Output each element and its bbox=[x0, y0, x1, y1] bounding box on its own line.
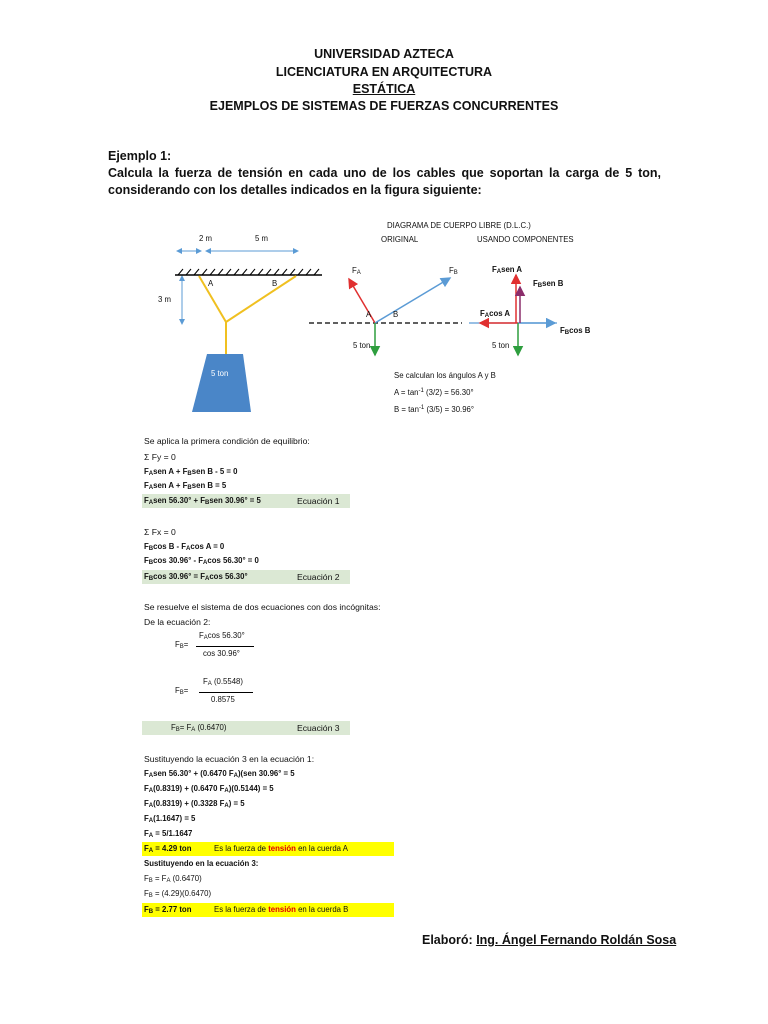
fbd-fb-label: $F_B$ bbox=[449, 266, 458, 276]
fy-eq-2: $F_Asen$ $A + F_Bsen$ B = 5 bbox=[144, 481, 227, 491]
subst3-text: Sustituyendo en la ecuación 3: bbox=[144, 859, 259, 868]
subst-line-5: $F_A = 5/1.1647$ bbox=[144, 829, 193, 839]
frac1-denominator: cos 30.96° bbox=[203, 649, 240, 658]
subst-line-3: $F_A(0.8319) + (0.3328$ $F_A) = 5$ bbox=[144, 799, 245, 809]
fx-eq-2: $F_B\cos$ $30.96^\circ - F_A\cos$ 56.30° = 0 bbox=[144, 556, 259, 566]
subject-text: ESTÁTICA bbox=[352, 82, 416, 96]
cables bbox=[199, 276, 296, 354]
fa-sen-label: $F_Asen$ A bbox=[492, 265, 523, 275]
dlc-original-label: ORIGINAL bbox=[381, 235, 419, 244]
problem-line-1: Calcula la fuerza de tensión en cada uno de los cables que soportan la carga de 5 ton, bbox=[108, 166, 661, 180]
problem-line-2: considerando con los detalles indicados en la figura siguiente: bbox=[108, 183, 482, 197]
author-line: Elaboró: Ing. Ángel Fernando Roldán Sosa bbox=[422, 933, 677, 947]
comp-load-label: 5 ton bbox=[492, 341, 510, 350]
system-text: Se resuelve el sistema de dos ecuaciones con dos incógnitas: bbox=[144, 602, 381, 612]
load-label: 5 ton bbox=[211, 369, 229, 378]
result-b-text: Es la fuerza de tensión en la cuerda B bbox=[214, 905, 349, 914]
angle-a-eq: $A = \tan^{-1} (3/2) = 56.30^\circ$ bbox=[394, 388, 474, 397]
angle-b-eq: $B = \tan^{-1} (3/5) = 30.96^\circ$ bbox=[394, 405, 474, 414]
eq3-text: $F_B= F_A$ (0.6470) bbox=[171, 723, 227, 733]
dlc-title: DIAGRAMA DE CUERPO LIBRE (D.L.C.) bbox=[387, 221, 531, 230]
free-body-diagrams bbox=[300, 255, 620, 365]
university-title: UNIVERSIDAD AZTECA bbox=[314, 47, 454, 61]
from-eq2-text: De la ecuación 2: bbox=[144, 617, 211, 627]
dim-5m: 5 m bbox=[255, 234, 268, 243]
frac1-lhs: $F_B=$ bbox=[175, 640, 189, 650]
cond1-text: Se aplica la primera condición de equilibrio: bbox=[144, 436, 310, 446]
result-b-value: $F_B = 2.77$ ton bbox=[144, 905, 192, 915]
fb-cos-label: $F_B\cos$ B bbox=[560, 326, 591, 336]
subst-text: Sustituyendo la ecuación 3 en la ecuación 1: bbox=[144, 754, 315, 764]
ceiling-hatch bbox=[178, 269, 319, 275]
subst-line-4: $F_A(1.1647) = 5$ bbox=[144, 814, 196, 824]
angles-title: Se calculan los ángulos A y B bbox=[394, 371, 496, 380]
subst-line-1: $F_Asen$ 56.30° + (0.6470 $F_A)(sen$ 30.96° = 5 bbox=[144, 769, 295, 779]
eq1-label: Ecuación 1 bbox=[297, 496, 340, 506]
frac1-bar bbox=[196, 646, 254, 647]
subject-title bbox=[0, 82, 768, 96]
frac2-numerator: $F_A$ (0.5548) bbox=[203, 677, 243, 687]
fbd-angle-a: A bbox=[366, 310, 372, 319]
fb-line-2: $F_B = (4.29)(0.6470)$ bbox=[144, 889, 212, 899]
fbd-load-label: 5 ton bbox=[353, 341, 371, 350]
topic-title: EJEMPLOS DE SISTEMAS DE FUERZAS CONCURRENTES bbox=[209, 99, 559, 113]
eq2-text: $F_B\cos$ $30.96^\circ = F_A\cos$ 56.30° bbox=[144, 572, 248, 582]
program-title: LICENCIATURA EN ARQUITECTURA bbox=[275, 65, 493, 79]
frac2-bar bbox=[199, 692, 253, 693]
load-block bbox=[192, 354, 251, 412]
example-title: Ejemplo 1: bbox=[108, 149, 172, 163]
sum-fx: Σ Fx = 0 bbox=[144, 527, 176, 537]
eq3-label: Ecuación 3 bbox=[297, 723, 340, 733]
eq2-label: Ecuación 2 bbox=[297, 572, 340, 582]
frac1-numerator: $F_A\cos$ 56.30° bbox=[199, 631, 245, 641]
subst-line-2: $F_A(0.8319) + (0.6470$ $F_A)(0.5144) = 5$ bbox=[144, 784, 274, 794]
fa-cos-label: $F_A\cos$ A bbox=[480, 309, 511, 319]
author-name: Ing. Ángel Fernando Roldán Sosa bbox=[476, 933, 677, 947]
fb-sen-label: $F_Bsen$ B bbox=[533, 279, 564, 289]
dim-2m: 2 m bbox=[199, 234, 212, 243]
frac2-lhs: $F_B=$ bbox=[175, 686, 189, 696]
eq1-text: $F_Asen$ $56.30^\circ + F_Bsen$ 30.96° = 5 bbox=[144, 496, 261, 506]
dlc-components-label: USANDO COMPONENTES bbox=[477, 235, 574, 244]
dim-3m: 3 m bbox=[158, 295, 171, 304]
fx-eq-1: $F_B\cos$ B - $F_A\cos$ A = 0 bbox=[144, 542, 225, 552]
result-a-value: $F_A = 4.29$ ton bbox=[144, 844, 192, 854]
fbd-angle-b: B bbox=[393, 310, 399, 319]
frac2-denominator: 0.8575 bbox=[211, 695, 235, 704]
result-a-text: Es la fuerza de tensión en la cuerda A bbox=[214, 844, 348, 853]
sum-fy: Σ Fy = 0 bbox=[144, 452, 176, 462]
setup-label-b: B bbox=[272, 279, 278, 288]
setup-label-a: A bbox=[208, 279, 214, 288]
fb-arrow bbox=[375, 278, 450, 323]
fbd-fa-label: $F_A$ bbox=[352, 266, 361, 276]
fb-line-1: $F_B = F_A$ (0.6470) bbox=[144, 874, 202, 884]
fy-eq-1: $F_Asen$ $A + F_Bsen$ B - 5 = 0 bbox=[144, 467, 238, 477]
